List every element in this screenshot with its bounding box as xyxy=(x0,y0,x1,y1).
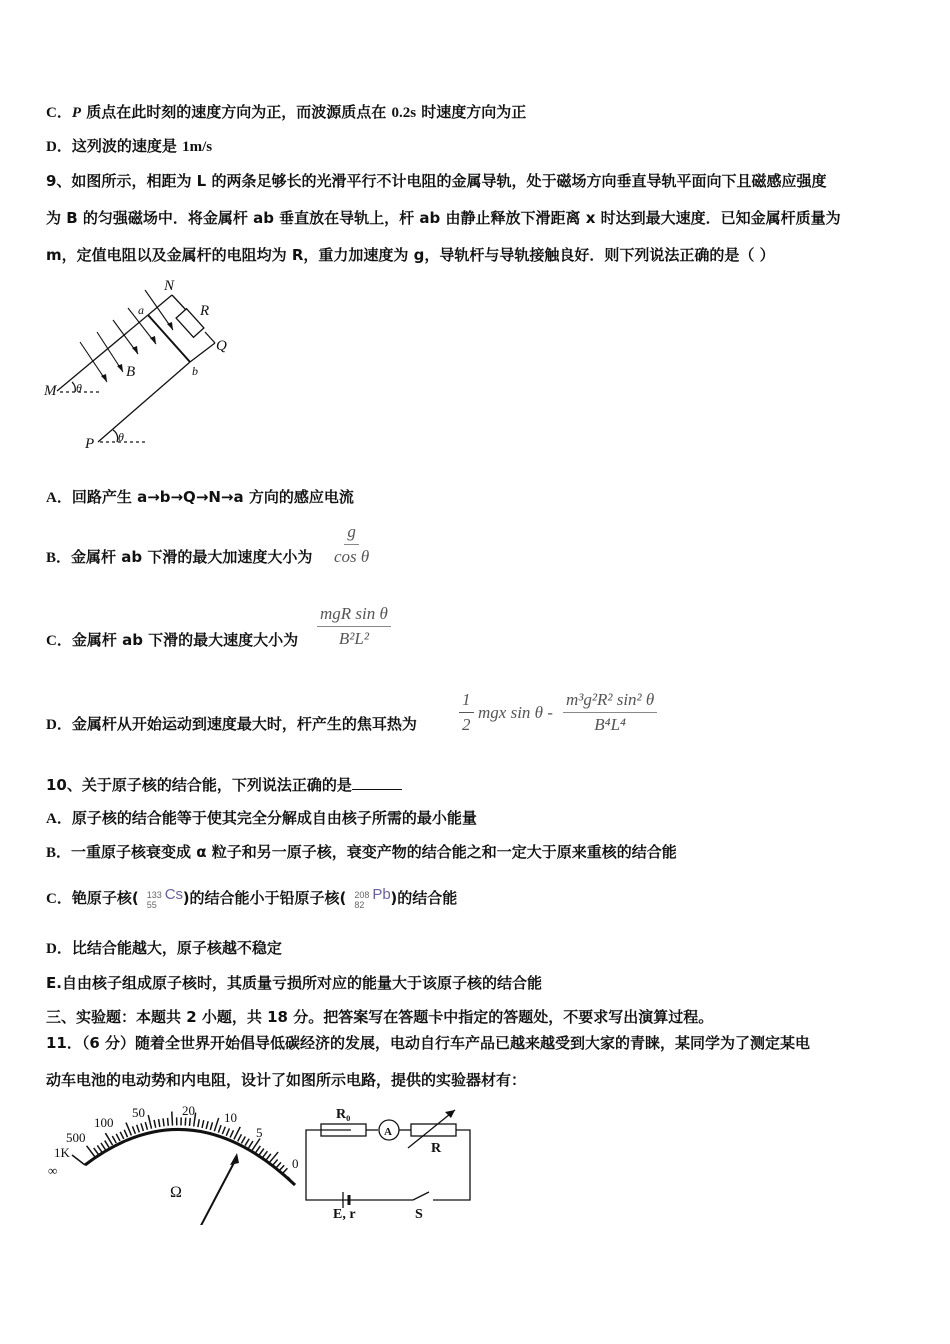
label-a: a xyxy=(138,303,144,317)
label-n: N xyxy=(164,278,175,294)
scale-tick xyxy=(218,1125,221,1133)
scale-tick xyxy=(189,1118,190,1126)
scale-tick xyxy=(132,1126,135,1133)
q8-option-c: C．P 质点在此时刻的速度方向为正，而波源质点在 0.2s 时速度方向为正 xyxy=(46,103,527,121)
scale-tick xyxy=(245,1139,249,1146)
scale-tick xyxy=(206,1121,208,1129)
fraction-half: $\frac{1}{2}$ xyxy=(459,690,474,735)
q11-stem-line-1: 11．（6 分）随着全世界开始倡导低碳经济的发展，电动自行车产品已越来越受到大家的青睐，某同学为了测定某电 xyxy=(46,1034,811,1052)
scale-tick xyxy=(105,1141,109,1148)
scale-tick xyxy=(249,1141,253,1148)
scale-tick xyxy=(126,1123,131,1136)
scale-tick xyxy=(198,1119,199,1127)
scale-label-500: 500 xyxy=(66,1130,86,1145)
ohmmeter-scale-diagram xyxy=(40,1095,305,1225)
scale-tick xyxy=(172,1112,173,1126)
scale-tick xyxy=(116,1134,120,1141)
label-b: b xyxy=(192,364,198,378)
scale-tick xyxy=(282,1168,287,1174)
scale-tick xyxy=(272,1159,277,1165)
scale-tick xyxy=(226,1128,229,1135)
scale-tick xyxy=(202,1120,204,1128)
scale-tick xyxy=(145,1122,147,1130)
circuit-diagram xyxy=(303,1100,483,1220)
scale-tick xyxy=(159,1119,160,1127)
answer-blank xyxy=(352,775,402,790)
label-q: Q xyxy=(216,338,227,354)
scale-label-10: 10 xyxy=(224,1110,237,1125)
scale-tick xyxy=(214,1118,218,1131)
q9-stem-line-1: 9、如图所示，相距为 L 的两条足够长的光滑平行不计电阻的金属导轨，处于磁场方向垂直导轨平面向下且磁感应强度 xyxy=(46,172,827,190)
scale-label-50: 50 xyxy=(132,1105,145,1120)
scale-label-0: 0 xyxy=(292,1156,299,1171)
q10-option-e: E.自由核子组成原子核时，其质量亏损所对应的能量大于该原子核的结合能 xyxy=(46,974,542,992)
q9-rail-diagram xyxy=(40,270,240,460)
label-r0: R₀ xyxy=(336,1107,351,1122)
label-b-field: B xyxy=(126,364,136,380)
scale-tick xyxy=(148,1115,151,1129)
scale-tick xyxy=(137,1125,140,1133)
q8-option-d: D．这列波的速度是 1m/s xyxy=(46,137,213,155)
scale-tick xyxy=(163,1118,164,1126)
scale-label-1k: 1K xyxy=(54,1145,70,1160)
fraction-d: $\frac{\text{m³g²R² sin² θ}}{\text{B⁴L⁴}}$ xyxy=(563,690,657,735)
section-3-heading: 三、实验题：本题共 2 小题，共 18 分。把答案写在答题卡中指定的答题处，不要求写出演算过程。 xyxy=(46,1008,714,1026)
label-theta-2: θ xyxy=(118,430,124,444)
q9-option-d: D．金属杆从开始运动到速度最大时，杆产生的焦耳热为 xyxy=(46,715,417,733)
q9-option-c: C．金属杆 ab 下滑的最大速度大小为 xyxy=(46,631,299,649)
pb-nuclide: 208 82 Pb xyxy=(354,885,391,910)
q10-option-c: C．铯原子核( 133 55 Cs )的结合能小于铅原子核( 208 82 Pb )的结合能 xyxy=(46,885,458,910)
label-switch: S xyxy=(415,1207,423,1220)
q9-stem-line-3: m，定值电阻以及金属杆的电阻均为 R，重力加速度为 g，导轨杆与导轨接触良好．则下列说法正确的是（ ） xyxy=(46,246,775,264)
scale-tick xyxy=(101,1143,105,1150)
cs-nuclide: 133 55 Cs xyxy=(146,885,184,910)
scale-tick xyxy=(154,1120,156,1128)
scale-tick xyxy=(256,1146,261,1153)
q9-option-a: A．回路产生 a→b→Q→N→a 方向的感应电流 xyxy=(46,488,354,506)
label-theta-1: θ xyxy=(76,381,82,395)
scale-tick xyxy=(120,1132,124,1139)
scale-tick xyxy=(263,1151,268,1157)
scale-tick xyxy=(112,1136,116,1143)
scale-tick xyxy=(94,1148,99,1154)
scale-tick xyxy=(241,1136,245,1143)
scale-tick xyxy=(230,1130,233,1137)
scale-tick xyxy=(87,1146,95,1157)
q11-stem-line-2: 动车电池的电动势和内电阻，设计了如图所示电路，提供的实验器材有： xyxy=(46,1071,527,1089)
scale-label-20: 20 xyxy=(182,1103,195,1118)
ohm-symbol: Ω xyxy=(170,1184,182,1201)
q9-option-b: B．金属杆 ab 下滑的最大加速度大小为 xyxy=(46,548,313,566)
scale-tick xyxy=(222,1127,225,1134)
label-p: P xyxy=(85,436,95,452)
scale-tick xyxy=(185,1118,186,1126)
scale-tick xyxy=(141,1123,143,1131)
q10-option-a: A．原子核的结合能等于使其完全分解成自由核子所需的最小能量 xyxy=(46,809,477,827)
scale-label-100: 100 xyxy=(94,1115,114,1130)
fraction-c: mgR sin θ B²L² xyxy=(317,604,391,649)
scale-label-5: 5 xyxy=(256,1125,263,1140)
q10-option-d: D．比结合能越大，原子核越不稳定 xyxy=(46,939,282,957)
q10-stem: 10、关于原子核的结合能，下列说法正确的是 xyxy=(46,775,402,795)
scale-label-inf: ∞ xyxy=(48,1163,58,1178)
scale-tick xyxy=(168,1118,169,1126)
scale-tick xyxy=(238,1134,242,1141)
scale-tick xyxy=(259,1149,264,1155)
label-battery: E, r xyxy=(333,1207,356,1220)
fraction-b: $\frac{g}{\text{cos θ}}$ xyxy=(334,522,370,566)
label-rheostat: R xyxy=(431,1141,442,1156)
scale-tick xyxy=(276,1162,281,1168)
scale-tick xyxy=(124,1130,127,1137)
term-mgx: mgx sin θ - xyxy=(478,703,553,722)
q9-stem-line-2: 为 B 的匀强磁场中．将金属杆 ab 垂直放在导轨上，杆 ab 由静止释放下滑距离 x 时达到最大速度．已知金属杆质量为 xyxy=(46,209,841,227)
label-r: R xyxy=(200,303,210,319)
q10-option-b: B．一重原子核衰变成 α 粒子和另一原子核，衰变产物的结合能之和一定大于原来重核的结合能 xyxy=(46,843,677,861)
scale-tick xyxy=(266,1154,271,1160)
label-m: M xyxy=(44,383,57,399)
scale-tick xyxy=(279,1165,284,1171)
scale-tick xyxy=(97,1145,102,1152)
ammeter-label: A xyxy=(384,1126,392,1138)
scale-tick xyxy=(210,1122,212,1130)
